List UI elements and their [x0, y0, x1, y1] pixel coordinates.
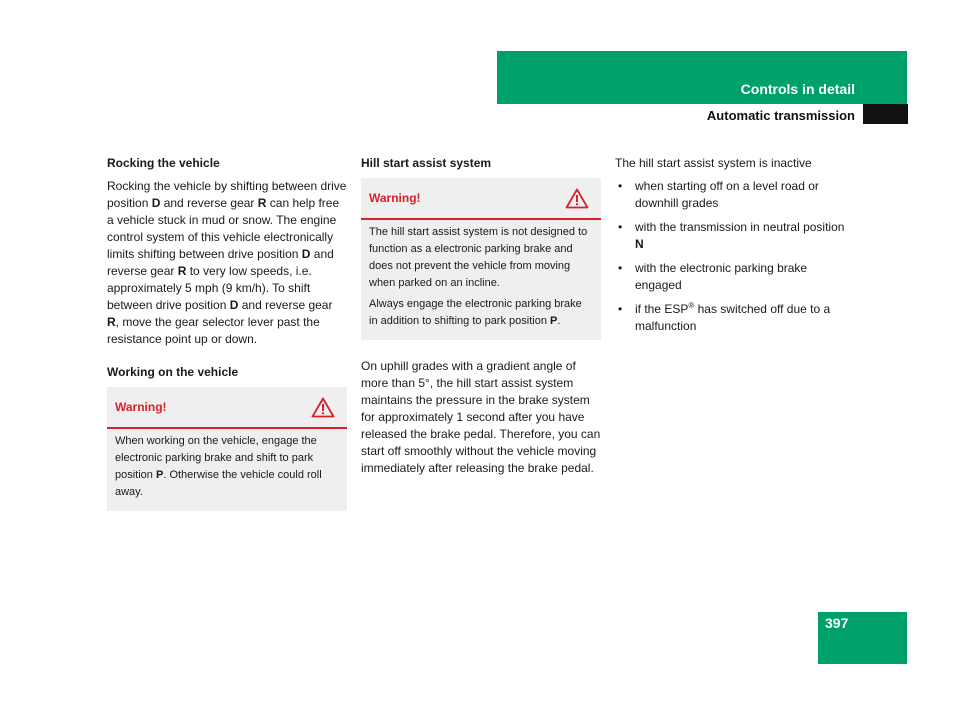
warning-text-2: Always engage the electronic parking brake in addition to shifting to park position P. — [369, 298, 582, 327]
warning-text: When working on the vehicle, engage the electronic parking brake and shift to park position P. Otherwise the vehicle could roll away. — [115, 435, 322, 498]
column-left — [107, 155, 347, 525]
warning-body — [107, 429, 347, 511]
header-bar — [497, 51, 907, 104]
page-number: 397 — [825, 615, 849, 631]
column-middle — [361, 155, 601, 485]
list-item: • if the ESP® has switched off due to a malfunction — [618, 301, 831, 333]
warning-text-1: The hill start assist system is not designed to function as a electronic parking brake and does not prevent the vehicle from moving when parked on an incline. — [369, 226, 588, 289]
warning-label: Warning! — [115, 400, 167, 414]
warning-box-working — [107, 387, 347, 511]
warning-header — [361, 178, 601, 220]
warning-box-hill-start — [361, 178, 601, 340]
warning-body — [361, 220, 601, 340]
subsection-marker — [863, 104, 908, 124]
working-heading: Working on the vehicle — [107, 365, 239, 379]
warning-triangle-icon — [565, 188, 589, 209]
rocking-heading: Rocking the vehicle — [107, 156, 220, 170]
warning-header — [107, 387, 347, 429]
inactive-intro: The hill start assist system is inactive — [615, 156, 812, 170]
page-number-box — [818, 612, 907, 664]
section-title: Controls in detail — [740, 81, 855, 97]
warning-label: Warning! — [369, 191, 421, 205]
rocking-paragraph: Rocking the vehicle by shifting between drive position D and reverse gear R can help free a vehicle stuck in mud or snow. The engine control system of this vehicle electronically limits shifting between drive position D and reverse gear R to very low speeds, i.e. approximately 5 mph (9 km/h). To shift between drive position D and reverse gear R, move the gear selector lever past the resistance point up or down. — [107, 179, 347, 346]
list-item: • when starting off on a level road or downhill grades — [618, 179, 819, 210]
list-item: • with the transmission in neutral position N — [618, 220, 845, 251]
subsection-title: Automatic transmission — [706, 108, 855, 123]
column-right — [615, 155, 855, 342]
list-item: • with the electronic parking brake engaged — [618, 261, 808, 292]
inactive-list — [615, 178, 855, 335]
hill-start-heading: Hill start assist system — [361, 156, 492, 170]
warning-triangle-icon — [311, 397, 335, 418]
uphill-paragraph: On uphill grades with a gradient angle of more than 5°, the hill start assist system maintains the pressure in the brake system for approximately 1 second after you have released the brake pedal. Therefore, you can start off smoothly without the vehicle moving immediately after releasing the brake pedal. — [361, 359, 601, 475]
